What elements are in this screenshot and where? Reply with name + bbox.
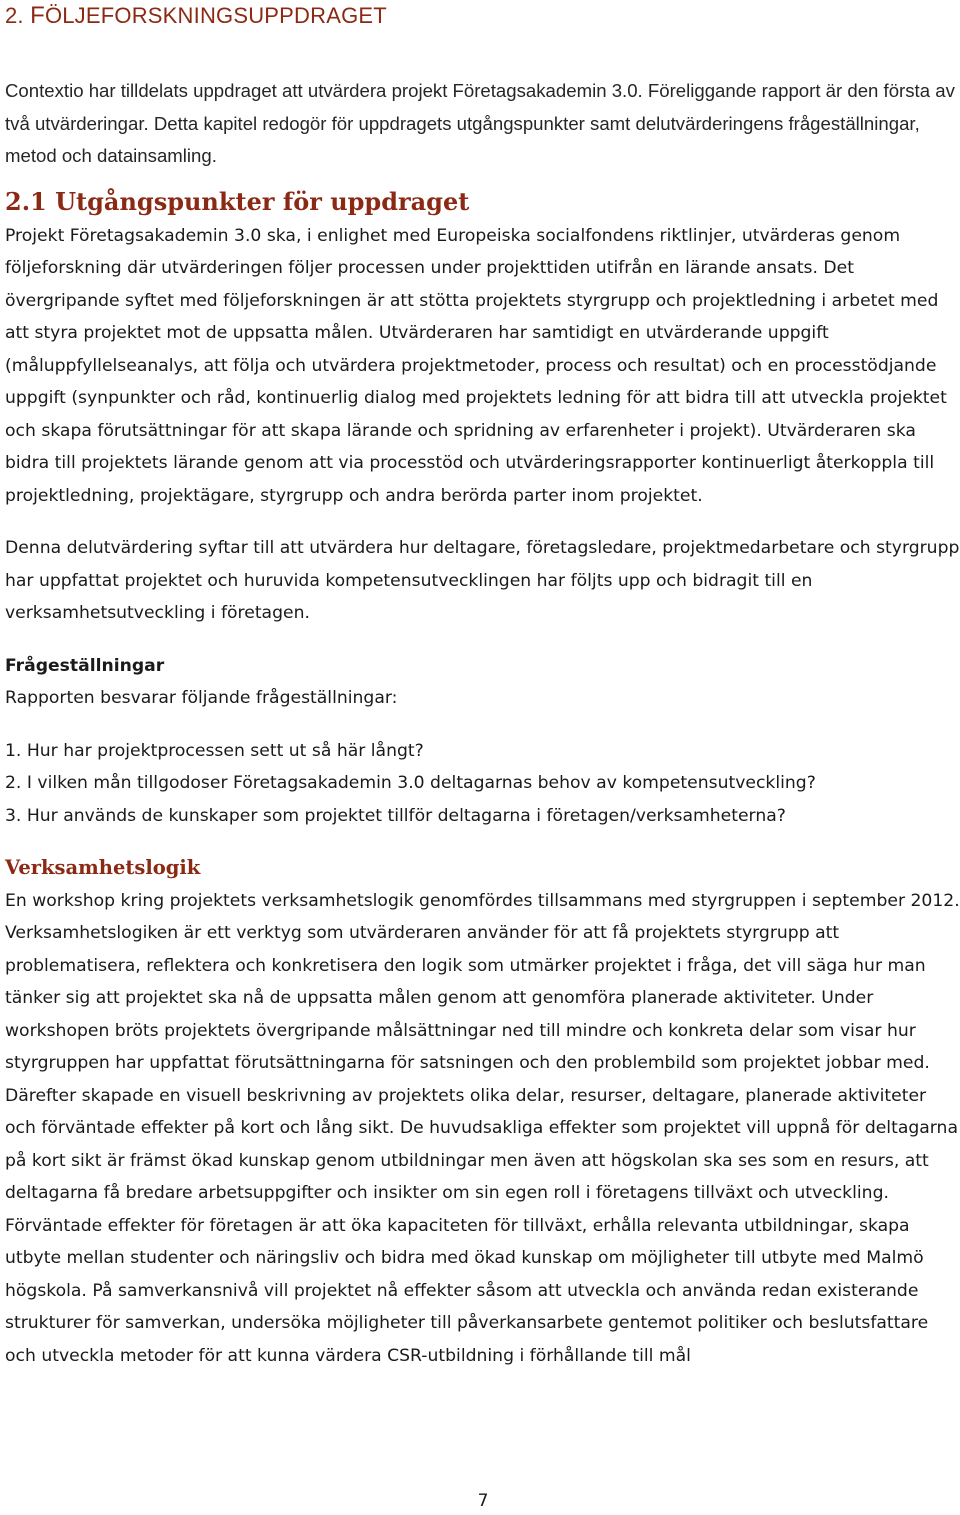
logic-heading: Verksamhetslogik xyxy=(5,856,201,879)
logic-paragraph: En workshop kring projektets verksamhetslogik genomfördes tillsammans med styrgruppen i september 2012. Verksamhetslogiken är ett verktyg som utvärderaren använder för att få projektets styrgrupp att problematisera, reflektera och konkretisera den logik som utmärker projektet i fråga, det vill säga hur man tänker sig att projektet ska nå de uppsatta målen genom att genomföra planerade aktiviteter. Under workshopen bröts projektets övergripande målsättningar ned till mindre och konkreta delar som visar hur styrgruppen har uppfattat förutsättningarna för satsningen och den problembild som projektet jobbar med. Därefter skapade en visuell beskrivning av projektets olika delar, resurser, deltagare, planerade aktiviteter och förväntade effekter på kort och lång sikt. De huvudsakliga effekter som projektet vill uppnå för deltagarna på kort sikt är främst ökad kunskap genom utbildningar men även att högskolan ska ses som en resurs, att deltagarna få bredare arbetsuppgifter och insikter om sin egen roll i företagens tillväxt och utveckling. Förväntade effekter för företagen är att öka kapaciteten för tillväxt, erhålla relevanta utbildningar, skapa utbyte mellan studenter och näringsliv och bidra med ökad kunskap om möjligheter till utbyte med Malmö högskola. På samverkansnivå vill projektet nå effekter såsom att utveckla och använda redan existerande strukturer för samverkan, undersöka möjligheter till påverkansarbete gentemot politiker och beslutsfattare och utveckla metoder för att kunna värdera CSR-utbildning i förhållande till mål xyxy=(5,890,960,1366)
section-title-initial: F xyxy=(30,2,45,29)
question-item: 1. Hur har projektprocessen sett ut så här långt? xyxy=(5,740,424,761)
section-number: 2. xyxy=(5,3,24,28)
section-heading xyxy=(5,0,960,30)
questions-intro: Rapporten besvarar följande frågeställningar: xyxy=(5,688,398,708)
question-item: 3. Hur används de kunskaper som projektet tillför deltagarna i företagen/verksamheterna? xyxy=(5,805,786,826)
page-number: 7 xyxy=(477,1491,489,1511)
subsection-heading: 2.1 Utgångspunkter för uppdraget xyxy=(5,186,470,216)
document-page xyxy=(5,0,960,1372)
section-title-rest: ÖLJEFORSKNINGSUPPDRAGET xyxy=(44,3,387,28)
approach-paragraph: Projekt Företagsakademin 3.0 ska, i enlighet med Europeiska socialfondens riktlinjer, utvärderas genom följeforskning där utvärderingen följer processen under projekttiden utifrån en lärande ansats. Det övergripande syftet med följeforskningen är att stötta projektets styrgrupp och projektledning i arbetet med att styra projektet mot de uppsatta målen. Utvärderaren har samtidigt en utvärderande uppgift (måluppfyllelseanalys, att följa och utvärdera projektmetoder, process och resultat) och en processtödjande uppgift (synpunkter och råd, kontinuerlig dialog med projektets ledning för att bidra till att utveckla projektet och skapa förutsättningar för att skapa lärande och spridning av erfarenheter i projekt). Utvärderaren ska bidra till projektets lärande genom att via processtöd och utvärderingsrapporter kontinuerligt återkoppla till projektledning, projektägare, styrgrupp och andra berörda parter inom projektet. xyxy=(5,225,947,506)
questions-list xyxy=(5,735,960,833)
questions-heading: Frågeställningar xyxy=(5,655,165,676)
intro-paragraph: Contextio har tilldelats uppdraget att utvärdera projekt Företagsakademin 3.0. Föreliggande rapport är den första av två utvärderingar. Detta kapitel redogör för uppdragets utgångspunkter samt delutvärderingens frågeställningar, metod och datainsamling. xyxy=(5,80,955,166)
purpose-paragraph: Denna delutvärdering syftar till att utvärdera hur deltagare, företagsledare, projektmedarbetare och styrgrupp har uppfattat projektet och huruvida kompetensutvecklingen har följts upp och bidragit till en verksamhetsutveckling i företagen. xyxy=(5,538,960,623)
question-item: 2. I vilken mån tillgodoser Företagsakademin 3.0 deltagarnas behov av kompetensutveckling? xyxy=(5,773,816,793)
